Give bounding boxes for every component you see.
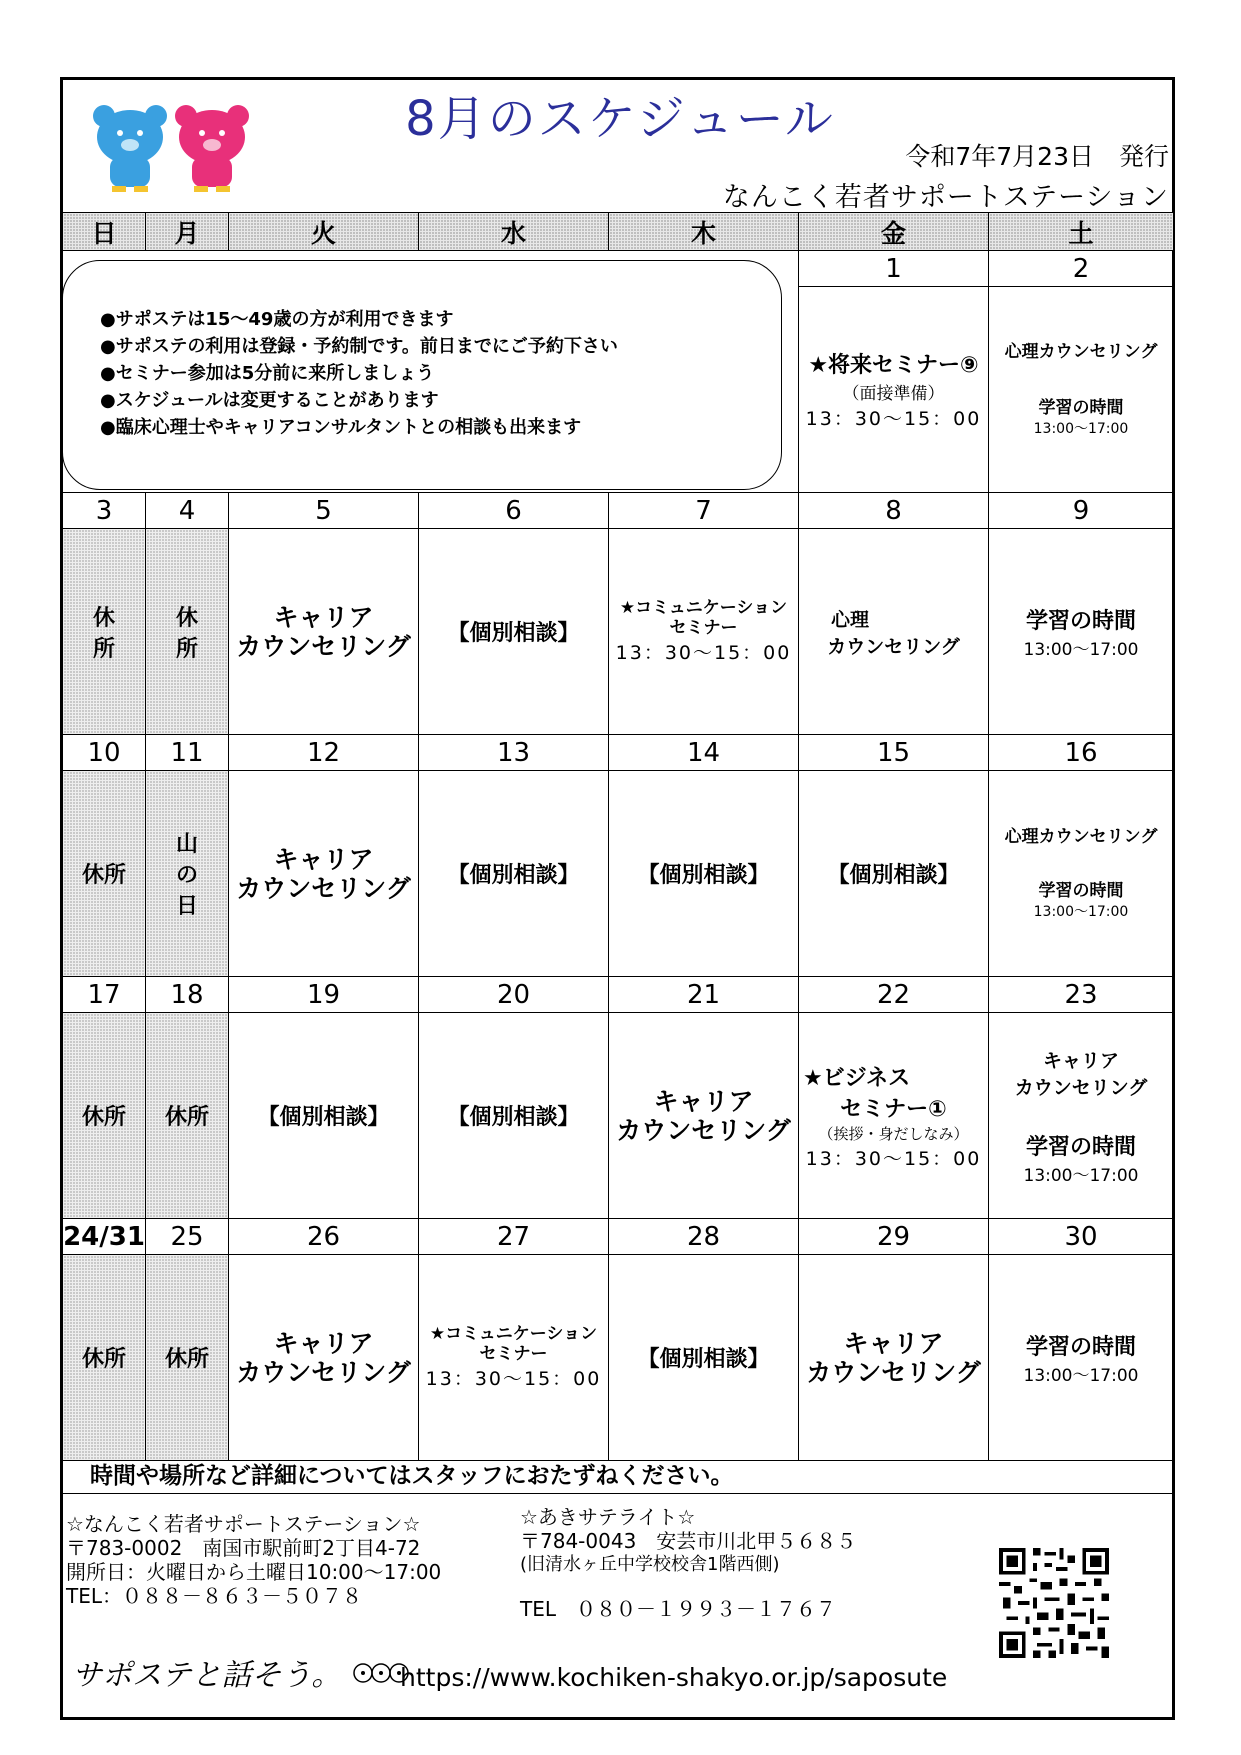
notice-item: ●臨床心理士やキャリアコンサルタントとの相談も出来ます [100,417,582,438]
satellite-note: (旧清水ヶ丘中学校校舎1階西側) [520,1554,780,1575]
event-title: セミナー [479,1344,548,1364]
holiday-label: の [175,863,198,888]
event-time: 13:00～17:00 [1023,639,1139,660]
day-20-cell [419,1013,609,1219]
week4-content-row [63,1013,1174,1219]
closed-label: 休所 [164,1105,209,1130]
day-9-cell [989,529,1174,735]
day-7: 7 [609,493,799,529]
day-23-cell [989,1013,1174,1219]
day-25: 25 [146,1219,229,1255]
event-title: 【個別相談】 [447,1105,580,1130]
day-14: 14 [609,735,799,771]
event-time: 13：30～15：00 [615,642,792,664]
day-11-cell [146,771,229,977]
day-6-cell [419,529,609,735]
event-title: ★将来セミナー⑨ [808,353,979,378]
day-8: 8 [799,493,989,529]
day-19: 19 [229,977,419,1013]
day-10: 10 [63,735,146,771]
event-title: 心理カウンセリング [1004,826,1158,847]
event-title: 【個別相談】 [447,863,580,888]
office-name: ☆なんこく若者サポートステーション☆ [66,1512,421,1536]
qr-code-icon [998,1548,1110,1658]
event-title: ★コミュニケーション [619,598,788,618]
notice-item: ●セミナー参加は5分前に来所しましょう [100,363,435,384]
event-title: 学習の時間 [1025,1134,1136,1160]
closed-label: 休 [92,605,115,631]
event-title: ★コミュニケーション [429,1324,598,1344]
weekday-thu: 木 [609,213,799,251]
notice-item: ●サポステは15～49歳の方が利用できます [100,309,454,330]
week3-date-row [63,735,1174,771]
day-4-cell [146,529,229,735]
day-12: 12 [229,735,419,771]
day-14-cell [609,771,799,977]
day-18: 18 [146,977,229,1013]
day-22: 22 [799,977,989,1013]
notice-item: ●サポステの利用は登録・予約制です。前日までにご予約下さい [100,336,618,357]
day-8-cell [799,529,989,735]
day-24-cell [63,1255,146,1461]
event-title: キャリア [273,844,374,874]
event-title: ★ビジネス [803,1065,911,1091]
day-3-cell [63,529,146,735]
issue-date: 令和7年7月23日 発行 [905,142,1169,171]
day-16: 16 [989,735,1174,771]
slogan [72,1650,411,1694]
day-26: 26 [229,1219,419,1255]
day-28: 28 [609,1219,799,1255]
day-30-cell [989,1255,1174,1461]
closed-label: 休所 [164,1347,209,1372]
day-17: 17 [63,977,146,1013]
closed-label: 休所 [81,863,126,888]
day-15-cell [799,771,989,977]
event-subtitle: （面接準備） [842,384,945,404]
day-4: 4 [146,493,229,529]
event-title: 【個別相談】 [637,1347,770,1372]
day-18-cell [146,1013,229,1219]
day-21-cell [609,1013,799,1219]
closed-label: 休所 [81,1105,126,1130]
day-12-cell [229,771,419,977]
event-time: 13:00～17:00 [1033,903,1129,920]
satellite-office-info [520,1505,856,1621]
day-13-cell [419,771,609,977]
day-25-cell [146,1255,229,1461]
event-title: カウンセリング [236,873,411,903]
day-6: 6 [419,493,609,529]
event-time: 13：30～15：00 [425,1368,602,1390]
day-15: 15 [799,735,989,771]
day-29-cell [799,1255,989,1461]
event-title: 【個別相談】 [257,1105,390,1130]
day-29: 29 [799,1219,989,1255]
day-19-cell [229,1013,419,1219]
event-title: 心理 [831,608,870,631]
closed-label: 所 [92,636,115,662]
day-30: 30 [989,1219,1174,1255]
day-27: 27 [419,1219,609,1255]
event-time: 13：30～15：00 [805,408,982,430]
day-17-cell [63,1013,146,1219]
event-title: 【個別相談】 [447,621,580,646]
closed-label: 所 [175,636,198,662]
inquiry-note: 時間や場所など詳細についてはスタッフにおたずねください。 [62,1458,1173,1494]
weekday-mon: 月 [146,213,229,251]
day-22-cell [799,1013,989,1219]
week2-content-row [63,529,1174,735]
slogan-text: サポステと話そう。 [72,1658,342,1693]
event-time: 13：30～15：00 [805,1147,982,1170]
blue-bear-mascot-icon [90,102,170,192]
notice-box [62,260,782,490]
week4-date-row [63,977,1174,1013]
day-28-cell [609,1255,799,1461]
day-11: 11 [146,735,229,771]
event-title: セミナー① [840,1096,947,1122]
week5-content-row [63,1255,1174,1461]
event-time: 13:00～17:00 [1033,420,1129,437]
day-21: 21 [609,977,799,1013]
pink-bear-mascot-icon [172,102,252,192]
day-5: 5 [229,493,419,529]
website-link[interactable]: https://www.kochiken-shakyo.or.jp/saposute [400,1663,948,1692]
day-23: 23 [989,977,1174,1013]
event-title: キャリア [843,1328,944,1358]
event-title: カウンセリング [827,635,960,658]
office-hours: 開所日：火曜日から土曜日10:00～17:00 [66,1560,442,1584]
event-title: 【個別相談】 [827,863,960,888]
event-title: 学習の時間 [1038,397,1124,418]
weekday-sun: 日 [63,213,146,251]
weekday-header-row [63,213,1174,251]
closed-label: 休 [175,605,198,631]
day-16-cell [989,771,1174,977]
holiday-label: 日 [175,894,198,919]
satellite-address: 〒784-0043 安芸市川北甲５６８５ [520,1529,857,1553]
weekday-tue: 火 [229,213,419,251]
office-address: 〒783-0002 南国市駅前町2丁目4-72 [66,1536,421,1560]
office-tel: TEL：０８８－８６３－５０７８ [66,1584,362,1608]
day-9: 9 [989,493,1174,529]
satellite-tel: TEL ０８０－１９９３－１７６７ [520,1597,836,1621]
day-1-cell [799,287,989,493]
event-title: 【個別相談】 [637,863,770,888]
weekday-wed: 水 [419,213,609,251]
event-title: カウンセリング [616,1115,791,1145]
satellite-name: ☆あきサテライト☆ [520,1505,696,1529]
week5-date-row [63,1219,1174,1255]
event-title: カウンセリング [806,1357,981,1387]
event-title: キャリア [273,602,374,632]
day-2: 2 [989,251,1174,287]
event-title: カウンセリング [236,631,411,661]
day-10-cell [63,771,146,977]
day-24-31: 24/31 [63,1219,146,1255]
day-7-cell [609,529,799,735]
weekday-fri: 金 [799,213,989,251]
day-27-cell [419,1255,609,1461]
event-title: 学習の時間 [1038,880,1124,901]
day-1: 1 [799,251,989,287]
holiday-label: 山 [175,832,198,857]
day-5-cell [229,529,419,735]
day-20: 20 [419,977,609,1013]
event-time: 13:00～17:00 [1023,1365,1139,1386]
day-26-cell [229,1255,419,1461]
event-title: 学習の時間 [1025,1334,1136,1360]
week2-date-row [63,493,1174,529]
event-title: 心理カウンセリング [1004,341,1158,362]
event-title: 学習の時間 [1025,608,1136,634]
event-title: キャリア [653,1086,754,1116]
day-13: 13 [419,735,609,771]
main-office-info [66,1512,441,1608]
page-title: 8月のスケジュール [405,91,835,147]
week3-content-row [63,771,1174,977]
event-title: カウンセリング [1014,1076,1148,1099]
day-2-cell [989,287,1174,493]
event-title: カウンセリング [236,1357,411,1387]
event-time: 13:00～17:00 [1023,1165,1139,1186]
event-title: キャリア [273,1328,374,1358]
event-title: セミナー [669,618,738,638]
day-3: 3 [63,493,146,529]
organization-name: なんこく若者サポートステーション [722,182,1169,213]
weekday-sat: 土 [989,213,1174,251]
event-title: キャリア [1042,1049,1119,1072]
event-subtitle: （挨拶・身だしなみ） [818,1124,969,1143]
closed-label: 休所 [81,1347,126,1372]
notice-item: ●スケジュールは変更することがあります [100,390,439,411]
